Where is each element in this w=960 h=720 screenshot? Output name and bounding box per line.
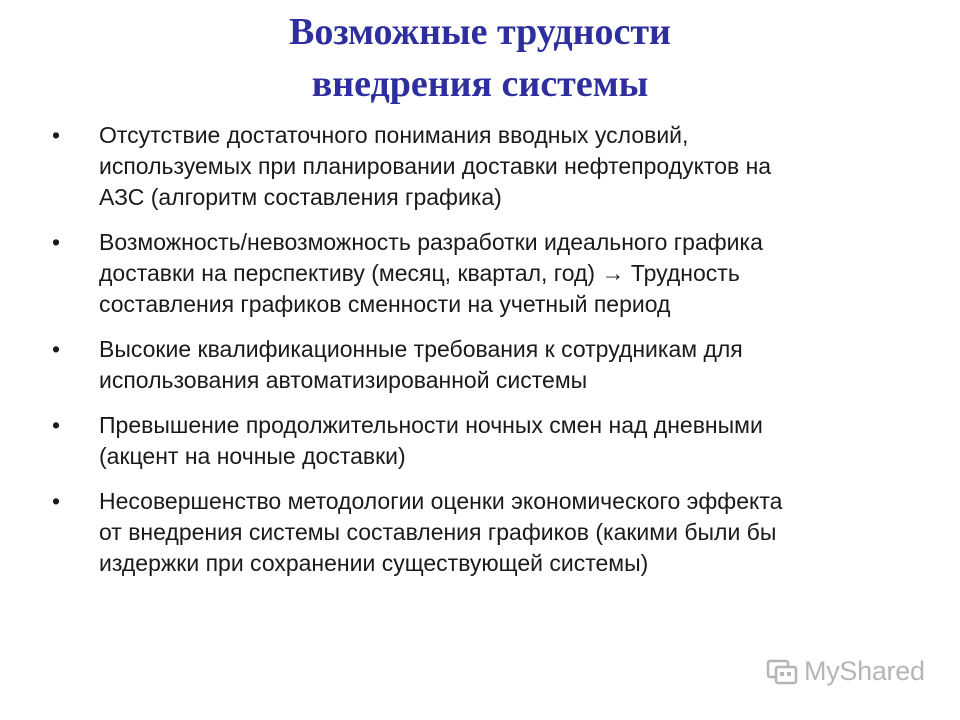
bullet-item <box>52 120 892 213</box>
bullet-icon: • <box>52 229 61 255</box>
bullet-item <box>52 486 892 579</box>
bullet-line: Возможность/невозможность разработки идеального графика <box>99 229 763 255</box>
slide-title-line-1: Возможные трудности <box>289 11 671 53</box>
bullet-line: Превышение продолжительности ночных смен над дневными <box>99 412 763 438</box>
bullet-item <box>52 410 892 472</box>
bullet-line: используемых при планировании доставки нефтепродуктов на <box>99 153 772 179</box>
myshared-watermark <box>766 656 925 687</box>
bullet-icon: • <box>52 488 61 514</box>
bullet-line: составления графиков сменности на учетный период <box>99 291 671 317</box>
bullet-item <box>52 227 892 320</box>
bullet-icon: • <box>52 412 61 438</box>
slide-title <box>0 6 960 110</box>
watermark-text: MyShared <box>804 656 925 686</box>
bullet-line: издержки при сохранении существующей системы) <box>99 550 649 576</box>
bullet-line: использования автоматизированной системы <box>99 367 588 393</box>
bullet-line: доставки на перспективу (месяц, квартал, год) → Трудность <box>99 260 740 286</box>
bullet-line: от внедрения системы составления графиков (какими были бы <box>99 519 777 545</box>
myshared-logo-icon <box>766 657 798 687</box>
bullet-icon: • <box>52 122 61 148</box>
bullet-line: Несовершенство методологии оценки экономического эффекта <box>99 488 783 514</box>
bullet-item <box>52 334 892 396</box>
bullet-line: Отсутствие достаточного понимания вводных условий, <box>99 122 689 148</box>
bullet-list <box>52 120 892 593</box>
bullet-icon: • <box>52 336 61 362</box>
bullet-line: (акцент на ночные доставки) <box>99 443 406 469</box>
bullet-line: Высокие квалификационные требования к сотрудникам для <box>99 336 743 362</box>
bullet-line: АЗС (алгоритм составления графика) <box>99 184 502 210</box>
slide-title-line-2: внедрения системы <box>311 63 649 105</box>
